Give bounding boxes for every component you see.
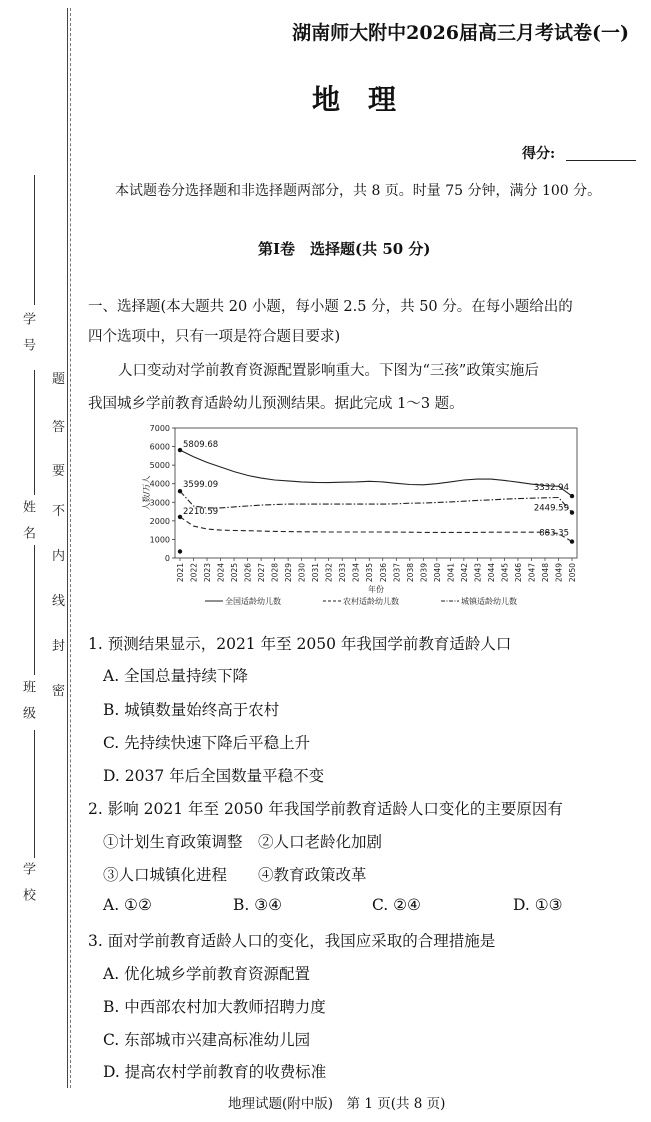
y-tick-label: 0	[164, 554, 170, 563]
legend-label-1: 全国适龄幼儿数	[225, 597, 281, 606]
x-tick-label: 2021	[176, 563, 185, 583]
series-point	[570, 539, 574, 543]
series-point	[570, 510, 574, 514]
subject-title: 地 理	[312, 83, 397, 116]
question-3-option-c[interactable]: C. 东部城市兴建高标准幼儿园	[103, 1031, 311, 1049]
series-line-1	[180, 450, 572, 496]
x-tick-label: 2038	[405, 563, 415, 583]
question-2-option-d[interactable]: D. ①③	[513, 896, 563, 914]
x-tick-label: 2032	[324, 563, 334, 583]
school-label: 学 校	[20, 862, 35, 901]
x-axis-label: 年份	[368, 585, 384, 594]
x-tick-label: 2040	[432, 563, 442, 583]
question-3-option-a[interactable]: A. 优化城乡学前教育资源配置	[103, 965, 311, 983]
question-2-option-b[interactable]: B. ③④	[233, 896, 283, 914]
y-axis-label: 人数/万人	[142, 475, 151, 511]
y-tick-label: 1000	[149, 535, 170, 545]
x-tick-label: 2028	[270, 563, 280, 583]
x-tick-label: 2036	[378, 563, 388, 583]
seal-char-3: 要	[52, 464, 66, 479]
x-tick-label: 2034	[351, 563, 361, 583]
question-3-stem: 3. 面对学前教育适龄人口的变化，我国应采取的合理措施是	[88, 932, 496, 950]
seal-char-2: 答	[52, 420, 66, 435]
section-title: 第Ⅰ卷 选择题(共 50 分)	[258, 240, 431, 258]
x-tick-label: 2046	[513, 563, 523, 583]
question-1-option-d[interactable]: D. 2037 年后全国数量平稳不变	[103, 767, 325, 785]
data-label: 883.35	[539, 528, 569, 539]
legend-label-2: 农村适龄幼儿数	[343, 597, 399, 606]
class-label: 班 级	[20, 680, 35, 719]
x-tick-label: 2023	[203, 563, 213, 583]
data-label: 2210.59	[183, 506, 219, 517]
question-2-stem: 2. 影响 2021 年至 2050 年我国学前教育适龄人口变化的主要原因有	[88, 800, 563, 818]
data-label: 3599.09	[183, 480, 219, 491]
seal-char-5: 内	[52, 549, 66, 564]
x-tick-label: 2033	[338, 563, 348, 583]
x-tick-label: 2042	[459, 563, 469, 583]
intro-text: 本试题卷分选择题和非选择题两部分，共 8 页。时量 75 分钟，满分 100 分。	[115, 183, 602, 199]
x-tick-label: 2043	[473, 563, 483, 583]
x-tick-label: 2027	[257, 563, 267, 583]
question-2-option-a[interactable]: A. ①②	[103, 896, 152, 914]
series-point	[570, 494, 574, 498]
seal-char-4: 不	[52, 504, 66, 519]
x-tick-label: 2026	[243, 563, 253, 583]
student-id-blank[interactable]	[34, 175, 35, 305]
seal-char-7: 封	[52, 639, 66, 654]
seal-char-6: 线	[52, 594, 66, 609]
x-tick-label: 2030	[297, 563, 307, 583]
name-label: 姓 名	[20, 500, 35, 539]
question-2-item-line1: ①计划生育政策调整 ②人口老龄化加剧	[103, 833, 383, 851]
part-heading-line1: 一、选择题(本大题共 20 小题，每小题 2.5 分，共 50 分。在每小题给出的	[88, 299, 573, 315]
data-label: 2449.59	[533, 503, 569, 514]
x-tick-label: 2048	[540, 563, 550, 583]
y-tick-label: 5000	[149, 461, 170, 471]
plot-frame	[175, 428, 577, 558]
x-tick-label: 2049	[554, 563, 564, 583]
binding-line-inner	[70, 8, 72, 1088]
school-blank[interactable]	[34, 730, 35, 858]
question-2-item-line2: ③人口城镇化进程 ④教育政策改革	[103, 866, 367, 884]
question-3-option-b[interactable]: B. 中西部农村加大教师招聘力度	[103, 998, 326, 1016]
question-1-stem: 1. 预测结果显示，2021 年至 2050 年我国学前教育适龄人口	[88, 635, 512, 653]
x-tick-label: 2045	[500, 563, 510, 583]
question-2-option-c[interactable]: C. ②④	[372, 896, 421, 914]
y-tick-label: 7000	[149, 424, 170, 433]
series-point	[178, 515, 182, 519]
series-line-2	[180, 517, 572, 542]
passage-line2: 我国城乡学前教育适龄幼儿预测结果。据此完成 1～3 题。	[88, 396, 464, 412]
question-1-option-c[interactable]: C. 先持续快速下降后平稳上升	[103, 734, 311, 752]
passage-line1: 人口变动对学前教育资源配置影响重大。下图为“三孩”政策实施后	[118, 363, 539, 379]
x-tick-label: 2050	[568, 563, 577, 583]
x-tick-label: 2037	[392, 563, 402, 583]
part-heading-line2: 四个选项中，只有一项是符合题目要求)	[88, 329, 341, 345]
class-blank[interactable]	[34, 545, 35, 675]
x-tick-label: 2035	[365, 563, 375, 583]
x-tick-label: 2025	[230, 563, 240, 583]
population-chart	[135, 422, 590, 614]
student-id-label: 学 号	[20, 312, 35, 351]
page-footer: 地理试题(附中版) 第 1 页(共 8 页)	[228, 1096, 446, 1112]
x-tick-label: 2029	[284, 563, 294, 583]
series-point	[178, 448, 182, 452]
question-3-option-d[interactable]: D. 提高农村学前教育的收费标准	[103, 1063, 327, 1081]
x-tick-label: 2024	[216, 563, 226, 583]
y-tick-label: 3000	[149, 498, 170, 508]
series-point	[178, 489, 182, 493]
name-blank[interactable]	[34, 370, 35, 495]
y-tick-label: 2000	[149, 516, 170, 526]
x-tick-label: 2031	[311, 563, 321, 583]
series-line-3	[180, 491, 572, 512]
exam-title: 湖南师大附中2026届高三月考试卷(一)	[292, 22, 629, 44]
seal-char-1: 题	[52, 372, 66, 387]
question-1-option-a[interactable]: A. 全国总量持续下降	[103, 667, 249, 685]
data-label: 5809.68	[183, 440, 219, 451]
data-label: 3332.94	[533, 483, 569, 494]
binding-line-outer	[67, 8, 68, 1088]
x-tick-label: 2044	[486, 563, 496, 583]
x-tick-label: 2041	[446, 563, 456, 583]
x-tick-label: 2047	[527, 563, 537, 583]
y-tick-label: 6000	[149, 442, 170, 452]
y-tick-label: 4000	[149, 479, 170, 489]
x-tick-label: 2039	[419, 563, 429, 583]
legend-label-3: 城镇适龄幼儿数	[461, 597, 517, 606]
x-tick-label: 2022	[189, 563, 199, 583]
baseline-point	[178, 549, 182, 553]
seal-char-8: 密	[52, 684, 66, 699]
score-label: 得分:	[522, 146, 556, 162]
question-1-option-b[interactable]: B. 城镇数量始终高于农村	[103, 701, 280, 719]
score-blank[interactable]	[566, 160, 636, 161]
